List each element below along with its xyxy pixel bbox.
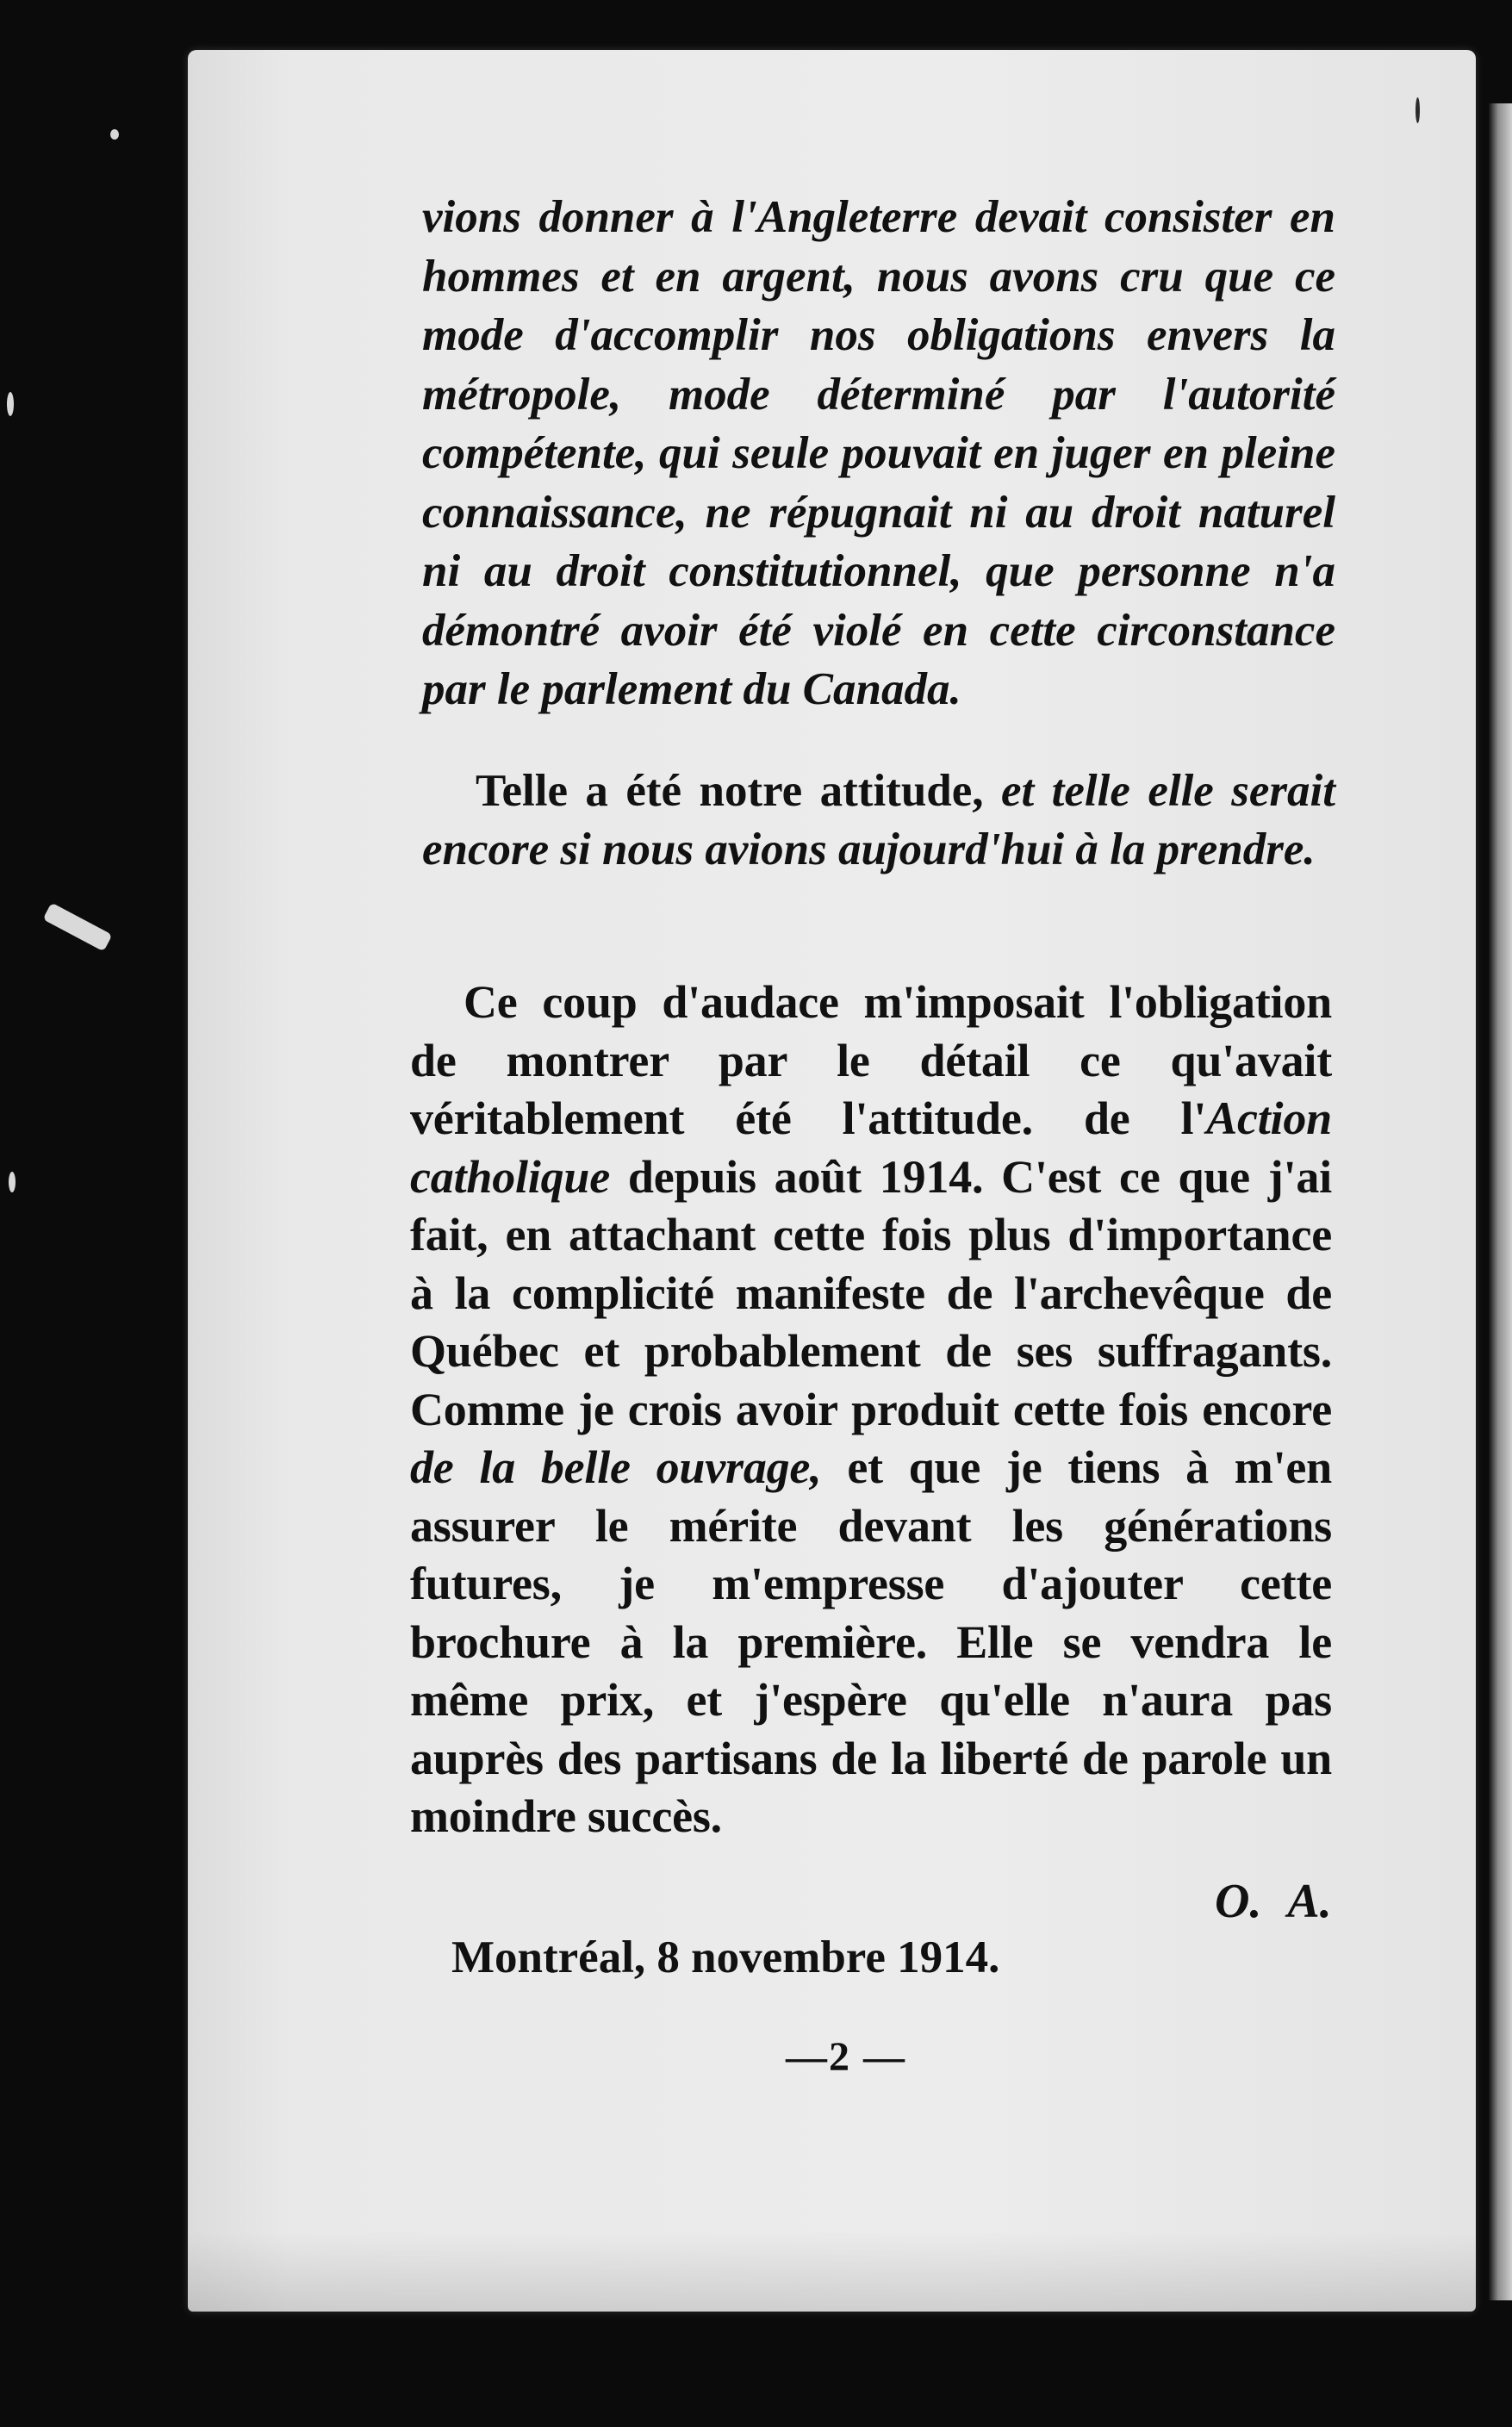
- paragraph-2-italic: et telle elle serait encore si nous avions aujourd'hui à la prendre.: [422, 766, 1335, 874]
- paragraph-3-seg2: Action catholique: [410, 1092, 1332, 1203]
- paragraph-3: [410, 974, 1332, 1846]
- scan-speck: [7, 392, 14, 416]
- scan-speck: [110, 129, 119, 140]
- paragraph-1: [422, 188, 1335, 719]
- scan-speck: [43, 903, 113, 952]
- paragraph-3-seg1: Ce coup d'audace m'imposait l'obligation de montrer par le détail ce qu'avait véritablement été l'attitude. de l': [410, 976, 1332, 1144]
- dateline: Montréal, 8 novembre 1914.: [451, 1932, 1000, 1982]
- paragraph-3-seg4: de la belle ouvrage,: [410, 1441, 822, 1493]
- paragraph-3-seg3: depuis août 1914. C'est ce que j'ai fait, en attachant cette fois plus d'importance à la complicité manifeste de l'archevêque de Québec et probablement de ses suffragants. Comme je crois avoir produit cette fois encore: [410, 1150, 1332, 1435]
- page-edge: [1489, 103, 1512, 2300]
- page-shadow: [188, 2231, 1476, 2312]
- scan-speck: [1416, 97, 1420, 123]
- signature: O. A.: [1215, 1875, 1332, 1928]
- paragraph-3-seg5: et que je tiens à m'en assurer le mérite devant les générations futures, je m'empresse d'ajouter cette brochure à la première. Elle se vendra le même prix, et j'espère qu'elle n'aura pas auprès des partisans de la liberté de parole un moindre succès.: [410, 1441, 1332, 1842]
- paragraph-2-roman: Telle a été notre attitude,: [476, 766, 984, 816]
- paragraph-1-text: vions donner à l'Angleterre devait consister en hommes et en argent, nous avons cru que ce mode d'accomplir nos obligations envers la métropole, mode déterminé par l'autorité compétente, qui seule pouvait en juger en pleine connaissance, ne répugnait ni au droit naturel ni au droit constitutionnel, que personne n'a démontré avoir été violé en cette circonstance par le parlement du Canada.: [422, 192, 1335, 714]
- page-number: —2 —: [786, 2034, 906, 2080]
- paragraph-2: [422, 762, 1335, 879]
- scan-speck: [9, 1172, 16, 1192]
